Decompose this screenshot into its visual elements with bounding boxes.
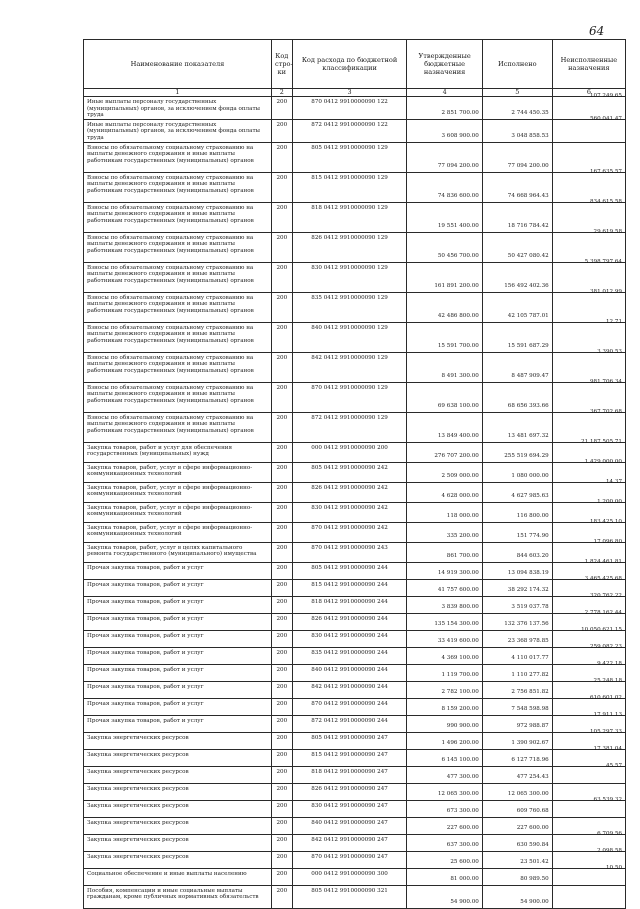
row-unexecuted-value: 6 709.56 [597,830,622,837]
row-approved: 8 491 300.00 [407,352,482,382]
column-number: 4 [407,89,482,97]
row-expense-code: 840 0412 9910000090 247 [292,817,407,834]
row-approved: 77 094 200.00 [407,142,482,172]
row-unexecuted-value: 12.71 [605,318,622,325]
table-row [84,232,626,262]
table-row [84,142,626,172]
row-line-code: 200 [271,97,292,120]
row-expense-code: 826 0412 9910000090 242 [292,482,407,502]
row-line-code: 200 [271,562,292,579]
row-unexecuted [552,796,625,817]
row-expense-code: 826 0412 9910000090 247 [292,783,407,800]
row-name: Закупка товаров, работ, услуг в сфере информационно-коммуникационных технологий [84,522,272,542]
row-unexecuted-value: 2 778 162.44 [584,609,622,616]
table-row [84,783,626,800]
row-line-code: 200 [271,800,292,817]
row-expense-code: 815 0412 9910000090 244 [292,579,407,596]
row-name: Прочая закупка товаров, работ и услуг [84,596,272,613]
row-name: Взносы по обязательному социальному страхованию на выплаты денежного содержания и иные выплаты работникам государственных (муниципальных) органов [84,262,272,292]
row-expense-code: 000 0412 9910000090 200 [292,442,407,462]
row-unexecuted-value: 10.50 [605,864,622,871]
row-name: Прочая закупка товаров, работ и услуг [84,613,272,630]
row-name: Взносы по обязательному социальному страхованию на выплаты денежного содержания и иные выплаты работникам государственных (муниципальных) органов [84,352,272,382]
row-unexecuted-value: 320 762.22 [589,592,622,599]
row-unexecuted-value: 107 249.65 [589,93,622,99]
row-approved: 1 496 200.00 [407,732,482,749]
row-name: Прочая закупка товаров, работ и услуг [84,647,272,664]
row-name: Прочая закупка товаров, работ и услуг [84,562,272,579]
row-approved: 8 159 200.00 [407,698,482,715]
row-unexecuted [552,168,625,202]
row-name: Социальное обеспечение и иные выплаты населению [84,868,272,885]
row-executed: 8 487 909.47 [482,352,552,382]
table-header-row [84,40,626,89]
row-unexecuted [552,258,625,292]
row-executed: 3 519 037.78 [482,596,552,613]
row-expense-code: 818 0412 9910000090 129 [292,202,407,232]
table-row [84,412,626,442]
row-approved: 335 200.00 [407,522,482,542]
row-name: Иные выплаты персоналу государственных (муниципальных) органов, за исключением фонда оплаты труда [84,97,272,120]
row-name: Закупка энергетических ресурсов [84,732,272,749]
row-name: Иные выплаты персоналу государственных (муниципальных) органов, за исключением фонда оплаты труда [84,119,272,142]
row-executed: 18 716 784.42 [482,202,552,232]
row-unexecuted-value: 610 601.02 [589,694,622,701]
row-approved: 135 154 300.00 [407,613,482,630]
row-name: Закупка товаров, работ, услуг в сфере информационно-коммуникационных технологий [84,462,272,482]
row-expense-code: 870 0412 9910000090 122 [292,97,407,120]
row-executed: 227 600.00 [482,817,552,834]
row-name: Взносы по обязательному социальному страхованию на выплаты денежного содержания и иные выплаты работникам государственных (муниципальных) органов [84,232,272,262]
row-executed: 2 756 851.82 [482,681,552,698]
row-unexecuted-value: 3 390.53 [597,348,622,355]
row-name: Взносы по обязательному социальному страхованию на выплаты денежного содержания и иные выплаты работникам государственных (муниципальных) органов [84,202,272,232]
row-executed: 477 254.43 [482,766,552,783]
row-unexecuted-value: 10 050 621.15 [581,626,622,633]
row-name: Закупка энергетических ресурсов [84,749,272,766]
row-name: Взносы по обязательному социальному страхованию на выплаты денежного содержания и иные выплаты работникам государственных (муниципальных) органов [84,142,272,172]
table-row [84,172,626,202]
row-name: Взносы по обязательному социальному страхованию на выплаты денежного содержания и иные выплаты работникам государственных (муниципальных) органов [84,382,272,412]
row-line-code: 200 [271,885,292,908]
row-executed: 77 094 200.00 [482,142,552,172]
row-name: Закупка товаров, работ, услуг в целях капитального ремонта государственного (муниципального) имущества [84,542,272,562]
row-expense-code: 805 0412 9910000090 244 [292,562,407,579]
row-unexecuted-value: 3 465 425.68 [584,575,622,582]
row-expense-code: 835 0412 9910000090 129 [292,292,407,322]
budget-execution-table [83,39,626,909]
row-name: Закупка товаров, работ, услуг в сфере информационно-коммуникационных технологий [84,482,272,502]
row-executed: 80 989.50 [482,868,552,885]
row-approved: 637 300.00 [407,834,482,851]
column-number: 2 [271,89,292,97]
table-row [84,868,626,885]
table-row [84,766,626,783]
row-unexecuted-value: 1 429 000.00 [584,458,622,465]
table-row [84,352,626,382]
row-approved: 4 628 000.00 [407,482,482,502]
table-row [84,800,626,817]
row-approved: 2 851 700.00 [407,97,482,120]
row-approved: 41 757 600.00 [407,579,482,596]
table-row [84,749,626,766]
row-approved: 12 065 300.00 [407,783,482,800]
row-executed: 23 501.42 [482,851,552,868]
row-expense-code: 805 0412 9910000090 247 [292,732,407,749]
row-executed: 23 368 978.85 [482,630,552,647]
row-unexecuted-value: 259 082.23 [589,643,622,650]
row-expense-code: 870 0412 9910000090 244 [292,698,407,715]
table-row [84,292,626,322]
row-line-code: 200 [271,579,292,596]
row-expense-code: 872 0412 9910000090 244 [292,715,407,732]
row-approved: 861 700.00 [407,542,482,562]
row-executed: 255 519 694.29 [482,442,552,462]
row-unexecuted [552,198,625,232]
row-expense-code: 870 0412 9910000090 247 [292,851,407,868]
table-row [84,542,626,562]
table-row [84,382,626,412]
table-row [84,119,626,142]
row-approved: 81 000.00 [407,868,482,885]
row-name: Закупка энергетических ресурсов [84,834,272,851]
row-executed: 132 376 137.56 [482,613,552,630]
row-line-code: 200 [271,442,292,462]
row-approved: 118 000.00 [407,502,482,522]
row-name: Прочая закупка товаров, работ и услуг [84,664,272,681]
row-expense-code: 835 0412 9910000090 244 [292,647,407,664]
row-approved: 13 849 400.00 [407,412,482,442]
table-row [84,681,626,698]
row-approved: 14 919 300.00 [407,562,482,579]
row-unexecuted-value: 21 187 505.71 [581,438,622,445]
row-line-code: 200 [271,630,292,647]
row-unexecuted-value: 29 619.58 [593,228,622,235]
row-line-code: 200 [271,292,292,322]
row-executed: 4 110 017.77 [482,647,552,664]
table-row [84,630,626,647]
row-executed: 50 427 080.42 [482,232,552,262]
row-approved: 33 419 600.00 [407,630,482,647]
row-expense-code: 826 0412 9910000090 129 [292,232,407,262]
row-expense-code: 818 0412 9910000090 244 [292,596,407,613]
row-line-code: 200 [271,698,292,715]
table-row [84,647,626,664]
row-unexecuted-value: 17 911.13 [593,711,622,718]
row-expense-code: 826 0412 9910000090 244 [292,613,407,630]
row-line-code: 200 [271,681,292,698]
row-approved: 15 591 700.00 [407,322,482,352]
row-approved: 6 145 100.00 [407,749,482,766]
row-approved: 673 300.00 [407,800,482,817]
row-executed: 4 627 985.63 [482,482,552,502]
row-expense-code: 840 0412 9910000090 244 [292,664,407,681]
table-row [84,322,626,352]
row-line-code: 200 [271,732,292,749]
row-unexecuted-value: 981 706.34 [589,378,622,385]
row-executed: 6 127 718.96 [482,749,552,766]
row-unexecuted-value: 1 824 461.81 [584,558,622,565]
table-row [84,97,626,120]
header-name: Наименование показателя [84,40,272,89]
row-unexecuted [552,864,625,885]
table-row [84,562,626,579]
row-approved: 19 551 400.00 [407,202,482,232]
column-number: 1 [84,89,272,97]
row-executed: 609 760.68 [482,800,552,817]
row-unexecuted [552,115,625,142]
row-approved: 3 839 800.00 [407,596,482,613]
row-name: Закупка товаров, работ и услуг для обеспечения государственных (муниципальных) нужд [84,442,272,462]
row-expense-code: 870 0412 9910000090 242 [292,522,407,542]
row-expense-code: 830 0412 9910000090 247 [292,800,407,817]
row-unexecuted-value: 17 096.80 [593,538,622,545]
row-expense-code: 872 0412 9910000090 122 [292,119,407,142]
row-line-code: 200 [271,596,292,613]
table-row [84,715,626,732]
row-line-code: 200 [271,502,292,522]
row-executed: 1 110 277.82 [482,664,552,681]
row-expense-code: 842 0412 9910000090 129 [292,352,407,382]
row-executed: 972 988.87 [482,715,552,732]
column-number: 3 [292,89,407,97]
row-name: Пособия, компенсации и иные социальные выплаты гражданам, кроме публичных нормативных обязательств [84,885,272,908]
row-approved: 25 600.00 [407,851,482,868]
row-name: Взносы по обязательному социальному страхованию на выплаты денежного содержания и иные выплаты работникам государственных (муниципальных) органов [84,292,272,322]
row-line-code: 200 [271,613,292,630]
row-line-code: 200 [271,542,292,562]
row-executed: 68 656 393.66 [482,382,552,412]
row-expense-code: 815 0412 9910000090 247 [292,749,407,766]
row-approved: 2 509 000.00 [407,462,482,482]
row-executed: 54 900.00 [482,885,552,908]
row-line-code: 200 [271,142,292,172]
row-approved: 3 608 900.00 [407,119,482,142]
column-number: 6 [552,89,625,97]
row-name: Закупка энергетических ресурсов [84,851,272,868]
row-line-code: 200 [271,482,292,502]
row-executed: 151 774.90 [482,522,552,542]
row-name: Закупка энергетических ресурсов [84,817,272,834]
row-line-code: 200 [271,352,292,382]
row-expense-code: 840 0412 9910000090 129 [292,322,407,352]
row-name: Прочая закупка товаров, работ и услуг [84,579,272,596]
row-executed: 12 065 300.00 [482,783,552,800]
table-row [84,579,626,596]
row-approved: 74 836 600.00 [407,172,482,202]
row-expense-code: 872 0412 9910000090 129 [292,412,407,442]
row-unexecuted [552,378,625,412]
row-unexecuted-value: 381 012.99 [589,288,622,295]
row-expense-code: 805 0412 9910000090 129 [292,142,407,172]
row-name: Прочая закупка товаров, работ и услуг [84,715,272,732]
row-approved: 227 600.00 [407,817,482,834]
table-row [84,442,626,462]
row-approved: 477 300.00 [407,766,482,783]
row-line-code: 200 [271,172,292,202]
table-row [84,262,626,292]
row-unexecuted [552,318,625,352]
row-approved: 54 900.00 [407,885,482,908]
header-unexecuted: Неисполненные назначения [552,40,625,89]
table-row [84,664,626,681]
row-executed: 1 080 000.00 [482,462,552,482]
row-expense-code: 830 0412 9910000090 244 [292,630,407,647]
row-expense-code: 805 0412 9910000090 242 [292,462,407,482]
row-line-code: 200 [271,202,292,232]
row-unexecuted [552,885,625,908]
row-unexecuted-value: 560 041.47 [589,115,622,122]
row-unexecuted-value: 367 702.68 [589,408,622,415]
table-row [84,834,626,851]
row-executed: 156 492 402.36 [482,262,552,292]
row-unexecuted-value: 45.57 [605,762,622,769]
row-approved: 1 119 700.00 [407,664,482,681]
row-approved: 69 638 100.00 [407,382,482,412]
row-line-code: 200 [271,834,292,851]
row-executed: 13 481 697.32 [482,412,552,442]
row-unexecuted-value: 14.37 [605,478,622,485]
header-executed: Исполнено [482,40,552,89]
table-row [84,202,626,232]
row-executed: 15 591 687.29 [482,322,552,352]
row-executed: 74 668 964.43 [482,172,552,202]
row-name: Закупка товаров, работ, услуг в сфере информационно-коммуникационных технологий [84,502,272,522]
row-line-code: 200 [271,817,292,834]
row-line-code: 200 [271,322,292,352]
row-name: Прочая закупка товаров, работ и услуг [84,681,272,698]
row-executed: 630 590.84 [482,834,552,851]
row-name: Взносы по обязательному социальному страхованию на выплаты денежного содержания и иные выплаты работникам государственных (муниципальных) органов [84,172,272,202]
row-unexecuted-value: 167 635.57 [589,168,622,175]
row-line-code: 200 [271,851,292,868]
row-name: Закупка энергетических ресурсов [84,783,272,800]
row-unexecuted [552,228,625,262]
table-row [84,698,626,715]
row-unexecuted [552,762,625,783]
table-row [84,502,626,522]
row-expense-code: 842 0412 9910000090 247 [292,834,407,851]
row-unexecuted-value: 834 615.58 [589,198,622,205]
table-row [84,482,626,502]
table-row [84,885,626,908]
row-executed: 3 048 858.53 [482,119,552,142]
row-line-code: 200 [271,232,292,262]
row-unexecuted [552,408,625,442]
row-expense-code: 842 0412 9910000090 244 [292,681,407,698]
row-approved: 276 707 200.00 [407,442,482,462]
row-line-code: 200 [271,715,292,732]
row-line-code: 200 [271,766,292,783]
row-executed: 1 390 902.67 [482,732,552,749]
row-unexecuted-value: 25 248.18 [593,677,622,684]
row-line-code: 200 [271,522,292,542]
row-line-code: 200 [271,462,292,482]
row-unexecuted-value: 105 297.33 [589,728,622,735]
row-approved: 2 782 100.00 [407,681,482,698]
row-approved: 50 456 700.00 [407,232,482,262]
column-number: 5 [482,89,552,97]
row-unexecuted [552,142,625,172]
row-name: Закупка энергетических ресурсов [84,766,272,783]
row-expense-code: 805 0412 9910000090 321 [292,885,407,908]
row-line-code: 200 [271,647,292,664]
row-unexecuted-value: 9 422.18 [597,660,622,667]
row-executed: 116 800.00 [482,502,552,522]
row-executed: 844 603.20 [482,542,552,562]
table-row [84,732,626,749]
row-unexecuted [552,288,625,322]
table-row [84,596,626,613]
row-line-code: 200 [271,868,292,885]
row-expense-code: 870 0412 9910000090 129 [292,382,407,412]
row-name: Взносы по обязательному социальному страхованию на выплаты денежного содержания и иные выплаты работникам государственных (муниципальных) органов [84,322,272,352]
row-expense-code: 818 0412 9910000090 247 [292,766,407,783]
row-executed: 42 105 787.01 [482,292,552,322]
column-number-row [84,89,626,97]
table-row [84,817,626,834]
row-unexecuted [552,348,625,382]
row-expense-code: 870 0412 9910000090 243 [292,542,407,562]
row-line-code: 200 [271,749,292,766]
row-name: Взносы по обязательному социальному страхованию на выплаты денежного содержания и иные выплаты работникам государственных (муниципальных) органов [84,412,272,442]
row-line-code: 200 [271,382,292,412]
row-line-code: 200 [271,119,292,142]
row-approved: 990 900.00 [407,715,482,732]
row-unexecuted-value: 2 098.58 [597,847,622,854]
row-approved: 42 486 800.00 [407,292,482,322]
row-unexecuted-value: 5 398 797.64 [584,258,622,265]
header-expense-code: Код расхода по бюджетной классификации [292,40,407,89]
table-row [84,462,626,482]
row-executed: 38 292 174.32 [482,579,552,596]
row-expense-code: 815 0412 9910000090 129 [292,172,407,202]
page-number: 64 [589,24,605,38]
row-expense-code: 830 0412 9910000090 242 [292,502,407,522]
row-unexecuted-value: 63 539.32 [593,796,622,803]
header-approved: Утвержденные бюджетные назначения [407,40,482,89]
row-unexecuted-value: 1 200.00 [597,498,622,505]
row-approved: 4 369 100.00 [407,647,482,664]
row-executed: 13 094 838.19 [482,562,552,579]
row-unexecuted-value: 183 425.10 [589,518,622,525]
row-executed: 7 548 598.98 [482,698,552,715]
row-expense-code: 830 0412 9910000090 129 [292,262,407,292]
row-line-code: 200 [271,664,292,681]
row-name: Прочая закупка товаров, работ и услуг [84,630,272,647]
header-line-code: Код стро- ки [271,40,292,89]
row-unexecuted-value: 17 381.04 [593,745,622,752]
row-name: Прочая закупка товаров, работ и услуг [84,698,272,715]
table-row [84,613,626,630]
row-name: Закупка энергетических ресурсов [84,800,272,817]
table-row [84,851,626,868]
row-executed: 2 744 450.35 [482,97,552,120]
row-line-code: 200 [271,783,292,800]
row-line-code: 200 [271,262,292,292]
row-expense-code: 000 0412 9910000090 300 [292,868,407,885]
row-approved: 161 891 200.00 [407,262,482,292]
table-row [84,522,626,542]
row-line-code: 200 [271,412,292,442]
